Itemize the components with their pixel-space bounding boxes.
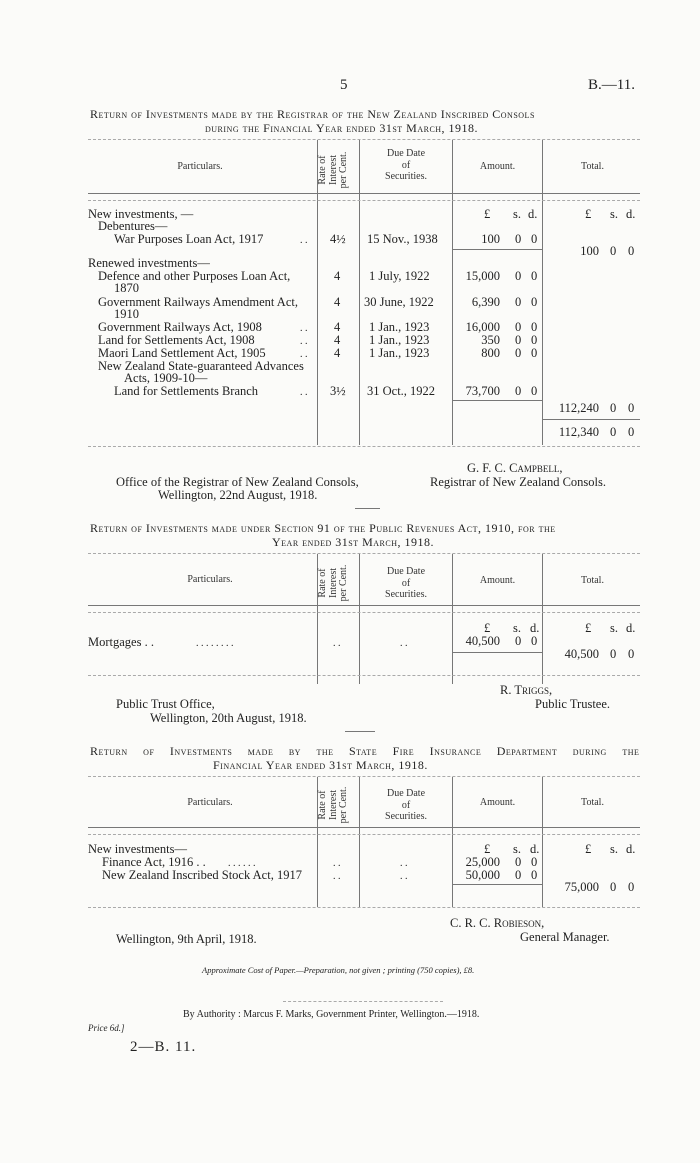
total-pound-label: £ bbox=[585, 621, 592, 635]
amount-pence-cell: 0 bbox=[531, 384, 538, 398]
amount-shillings-cell: 0 bbox=[515, 346, 522, 360]
section-divider bbox=[355, 508, 380, 509]
particulars-cell: Land for Settlements Act, 1908 bbox=[98, 333, 255, 347]
section-3-title-line-1: Return of Investments made by the State Fire Insurance Department during the bbox=[90, 744, 640, 758]
office-address: Office of the Registrar of New Zealand Consols, bbox=[116, 475, 359, 489]
particulars-cell: War Purposes Loan Act, 1917 bbox=[114, 232, 264, 246]
signatory-name: C. R. C. Robieson, bbox=[450, 916, 545, 930]
rate-header: Rate of Interest per Cent. bbox=[317, 786, 349, 824]
amount-pence-label: d. bbox=[528, 207, 538, 221]
grand-total-shillings: 0 bbox=[610, 647, 617, 661]
due-date-cell: 31 Oct., 1922 bbox=[367, 384, 436, 398]
particulars-cell: Maori Land Settlement Act, 1905 bbox=[98, 346, 266, 360]
amount-shillings-cell: 0 bbox=[515, 868, 522, 882]
amount-pence-label: d. bbox=[530, 621, 540, 635]
total-pound-label: £ bbox=[585, 842, 592, 856]
amount-pounds-cell: 800 bbox=[481, 346, 500, 360]
amount-pence-cell: 0 bbox=[531, 232, 538, 246]
due-date-cell: 15 Nov., 1938 bbox=[367, 232, 438, 246]
section-3-title-line-2: Financial Year ended 31st March, 1918. bbox=[213, 758, 428, 772]
total-pence-label: d. bbox=[626, 621, 636, 635]
rate-cell: 4 bbox=[334, 269, 341, 283]
section-2-title-line-1: Return of Investments made under Section 91 of the Public Revenues Act, 1910, for the bbox=[90, 521, 556, 535]
cost-note: Approximate Cost of Paper.—Preparation, not given ; printing (750 copies), £8. bbox=[202, 965, 475, 975]
particulars-cell: Government Railways Amendment Act, bbox=[98, 295, 298, 309]
table-row-label: New investments, — bbox=[88, 207, 194, 221]
rate-cell: 4½ bbox=[330, 232, 346, 246]
particulars-header: Particulars. bbox=[177, 161, 223, 172]
total-shillings-label: s. bbox=[610, 621, 618, 635]
total-header: Total. bbox=[581, 575, 604, 586]
leader-dots: . . bbox=[300, 235, 308, 246]
due-date-cell: 1 Jan., 1923 bbox=[369, 346, 430, 360]
amount-pence-cell: 0 bbox=[531, 868, 538, 882]
due-date-cell: 30 June, 1922 bbox=[364, 295, 434, 309]
due-date-cell: . . bbox=[400, 871, 408, 882]
printer-authority: By Authority : Marcus F. Marks, Government Printer, Wellington.—1918. bbox=[183, 1009, 480, 1020]
particulars-header: Particulars. bbox=[187, 797, 233, 808]
signatory-title: Registrar of New Zealand Consols. bbox=[430, 475, 607, 489]
subtotal-pounds: 100 bbox=[580, 244, 599, 258]
subtotal-shillings: 0 bbox=[610, 244, 617, 258]
particulars-cell: Government Railways Act, 1908 bbox=[98, 320, 262, 334]
total-header: Total. bbox=[581, 797, 604, 808]
subtotal-pounds: 112,240 bbox=[558, 401, 599, 415]
rate-cell: . . bbox=[333, 638, 341, 649]
amount-shillings-cell: 0 bbox=[515, 634, 522, 648]
due-date-cell: 1 July, 1922 bbox=[369, 269, 430, 283]
total-pence-label: d. bbox=[626, 207, 636, 221]
amount-shillings-cell: 0 bbox=[515, 295, 522, 309]
total-shillings-label: s. bbox=[610, 207, 618, 221]
amount-pounds-cell: 6,390 bbox=[471, 295, 500, 309]
leader-dots: . . bbox=[300, 323, 308, 334]
amount-pounds-cell: 100 bbox=[481, 232, 500, 246]
particulars-cell-continued: 1870 bbox=[114, 281, 139, 295]
amount-shillings-label: s. bbox=[513, 621, 521, 635]
amount-pounds-cell: 350 bbox=[481, 333, 500, 347]
office-address: Public Trust Office, bbox=[116, 697, 215, 711]
amount-pounds-cell: 50,000 bbox=[465, 868, 500, 882]
amount-pounds-cell: 25,000 bbox=[465, 855, 500, 869]
office-date: Wellington, 20th August, 1918. bbox=[150, 711, 307, 725]
price-note: Price 6d.] bbox=[88, 1023, 125, 1033]
subtotal-pence: 0 bbox=[628, 244, 635, 258]
amount-pound-label: £ bbox=[484, 207, 491, 221]
amount-pound-label: £ bbox=[484, 621, 491, 635]
amount-shillings-cell: 0 bbox=[515, 333, 522, 347]
total-header: Total. bbox=[581, 161, 604, 172]
amount-header: Amount. bbox=[479, 575, 516, 586]
subtotal-pence: 0 bbox=[628, 401, 635, 415]
section-2-title-line-2: Year ended 31st March, 1918. bbox=[272, 535, 435, 549]
amount-pence-cell: 0 bbox=[531, 295, 538, 309]
total-pence-label: d. bbox=[626, 842, 636, 856]
particulars-cell: Finance Act, 1916 . . bbox=[102, 855, 206, 869]
particulars-cell: New Zealand Inscribed Stock Act, 1917 bbox=[102, 868, 302, 882]
amount-pounds-cell: 16,000 bbox=[465, 320, 500, 334]
total-pound-label: £ bbox=[585, 207, 592, 221]
subtotal-shillings: 0 bbox=[610, 401, 617, 415]
document-reference: B.—11. bbox=[588, 77, 635, 93]
leader-dots: . . . . . . bbox=[228, 858, 256, 869]
amount-pence-cell: 0 bbox=[531, 346, 538, 360]
office-date: Wellington, 22nd August, 1918. bbox=[158, 488, 318, 502]
table-row-label: Renewed investments— bbox=[88, 256, 210, 270]
amount-pound-label: £ bbox=[484, 842, 491, 856]
amount-pounds-cell: 15,000 bbox=[465, 269, 500, 283]
grand-total-shillings: 0 bbox=[610, 425, 617, 439]
section-1-title-line-1: Return of Investments made by the Registrar of the New Zealand Inscribed Consols bbox=[90, 107, 535, 121]
rate-header: Rate of Interest per Cent. bbox=[317, 564, 349, 602]
particulars-cell: Defence and other Purposes Loan Act, bbox=[98, 269, 291, 283]
table-1-bottom-rule bbox=[88, 446, 640, 447]
rate-cell: . . bbox=[333, 871, 341, 882]
amount-header: Amount. bbox=[479, 161, 516, 172]
table-1-top-rule bbox=[88, 139, 640, 140]
amount-shillings-cell: 0 bbox=[515, 384, 522, 398]
particulars-cell-continued: 1910 bbox=[114, 307, 139, 321]
particulars-cell: New Zealand State-guaranteed Advances bbox=[98, 359, 304, 373]
leader-dots: . . bbox=[300, 336, 308, 347]
section-divider bbox=[345, 731, 375, 732]
due-date-cell: . . bbox=[400, 638, 408, 649]
due-date-header: Due Date of Securities. bbox=[385, 566, 427, 600]
due-date-header: Due Date of Securities. bbox=[385, 148, 427, 182]
particulars-cell-continued: Acts, 1909-10— bbox=[124, 371, 208, 385]
particulars-cell: Land for Settlements Branch bbox=[114, 384, 259, 398]
due-date-cell: . . bbox=[400, 858, 408, 869]
signatory-name: R. Triggs, bbox=[500, 683, 553, 697]
due-date-cell: 1 Jan., 1923 bbox=[369, 333, 430, 347]
table-1-header-rule bbox=[88, 193, 640, 194]
grand-total-pounds: 40,500 bbox=[564, 647, 599, 661]
table-row-label: New investments— bbox=[88, 842, 187, 856]
particulars-cell: Mortgages . . bbox=[88, 635, 154, 649]
sheet-signature: 2—B. 11. bbox=[130, 1039, 197, 1055]
rate-cell: 4 bbox=[334, 333, 341, 347]
due-date-cell: 1 Jan., 1923 bbox=[369, 320, 430, 334]
office-date: Wellington, 9th April, 1918. bbox=[116, 932, 257, 946]
rate-cell: . . bbox=[333, 858, 341, 869]
signatory-title: Public Trustee. bbox=[535, 697, 611, 711]
amount-shillings-label: s. bbox=[513, 207, 521, 221]
section-1-title-line-2: during the Financial Year ended 31st March, 1918. bbox=[205, 121, 479, 135]
amount-pence-cell: 0 bbox=[531, 320, 538, 334]
rate-cell: 3½ bbox=[330, 384, 346, 398]
amount-shillings-cell: 0 bbox=[515, 855, 522, 869]
leader-dots: . . bbox=[300, 349, 308, 360]
signatory-name: G. F. C. Campbell, bbox=[467, 461, 563, 475]
amount-pence-label: d. bbox=[530, 842, 540, 856]
grand-total-pence: 0 bbox=[628, 880, 635, 894]
grand-total-pence: 0 bbox=[628, 647, 635, 661]
particulars-header: Particulars. bbox=[187, 574, 233, 585]
rate-cell: 4 bbox=[334, 295, 341, 309]
amount-pence-cell: 0 bbox=[531, 634, 538, 648]
grand-total-pounds: 75,000 bbox=[564, 880, 599, 894]
rate-cell: 4 bbox=[334, 320, 341, 334]
grand-total-shillings: 0 bbox=[610, 880, 617, 894]
amount-pence-cell: 0 bbox=[531, 333, 538, 347]
rate-header: Rate of Interest per Cent. bbox=[317, 151, 349, 189]
footer-rule bbox=[283, 1001, 443, 1002]
amount-shillings-cell: 0 bbox=[515, 269, 522, 283]
amount-header: Amount. bbox=[479, 797, 516, 808]
amount-pounds-cell: 73,700 bbox=[465, 384, 500, 398]
due-date-header: Due Date of Securities. bbox=[385, 788, 427, 822]
page-number: 5 bbox=[340, 77, 348, 93]
amount-pounds-cell: 40,500 bbox=[465, 634, 500, 648]
amount-shillings-cell: 0 bbox=[515, 232, 522, 246]
amount-shillings-cell: 0 bbox=[515, 320, 522, 334]
grand-total-pounds: 112,340 bbox=[558, 425, 599, 439]
grand-total-pence: 0 bbox=[628, 425, 635, 439]
leader-dots: . . . . . . . . bbox=[196, 638, 234, 649]
amount-shillings-label: s. bbox=[513, 842, 521, 856]
leader-dots: . . bbox=[300, 387, 308, 398]
amount-pence-cell: 0 bbox=[531, 855, 538, 869]
signatory-title: General Manager. bbox=[520, 930, 610, 944]
amount-pence-cell: 0 bbox=[531, 269, 538, 283]
table-row-label: Debentures— bbox=[98, 219, 168, 233]
total-shillings-label: s. bbox=[610, 842, 618, 856]
rate-cell: 4 bbox=[334, 346, 341, 360]
